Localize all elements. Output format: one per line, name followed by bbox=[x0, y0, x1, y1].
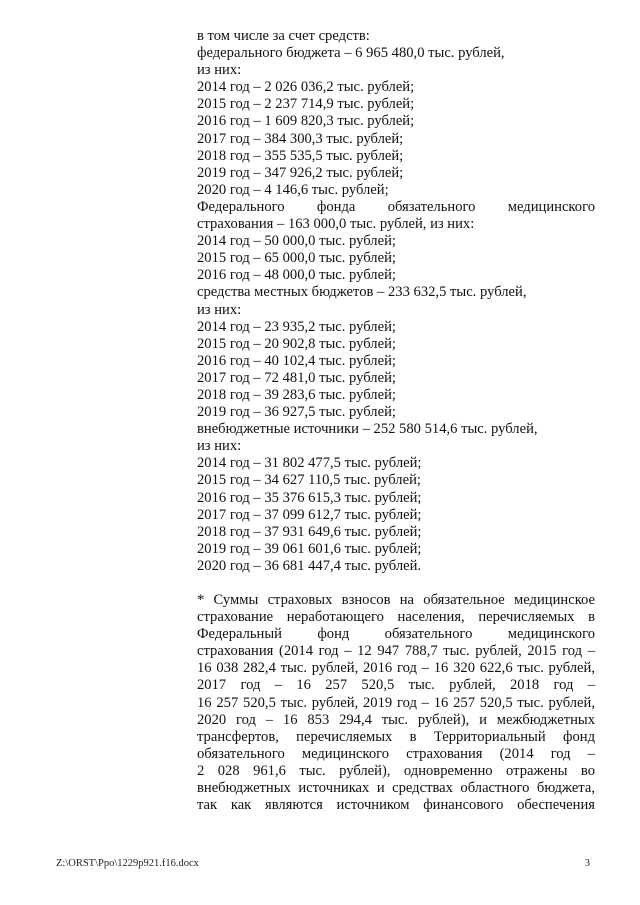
text-line: 2019 год – 39 061 601,6 тыс. рублей; bbox=[197, 540, 422, 557]
page-footer bbox=[56, 858, 590, 872]
footnote-line: внебюджетных источниках и средствах областного бюджета, bbox=[197, 780, 595, 797]
footnote-line: страхования (2014 год – 12 947 788,7 тыс. рублей, 2015 год – bbox=[197, 643, 595, 660]
text-line: 2016 год – 48 000,0 тыс. рублей; bbox=[197, 267, 396, 284]
text-line: 2018 год – 37 931 649,6 тыс. рублей; bbox=[197, 523, 422, 540]
text-line: 2018 год – 355 535,5 тыс. рублей; bbox=[197, 147, 404, 164]
footnote-line: обязательного медицинского страхования (2014 год – bbox=[197, 745, 595, 762]
footnote-line: трансфертов, перечисляемых в Территориальный фонд bbox=[197, 728, 595, 745]
text-line: 2016 год – 35 376 615,3 тыс. рублей; bbox=[197, 489, 422, 506]
text-line: 2019 год – 347 926,2 тыс. рублей; bbox=[197, 164, 404, 181]
text-line: федерального бюджета – 6 965 480,0 тыс. рублей, bbox=[197, 45, 505, 62]
text-line: 2018 год – 39 283,6 тыс. рублей; bbox=[197, 386, 396, 403]
text-line: из них: bbox=[197, 438, 242, 455]
text-line: внебюджетные источники – 252 580 514,6 тыс. рублей, bbox=[197, 421, 538, 438]
text-line: из них: bbox=[197, 301, 242, 318]
text-column bbox=[197, 28, 595, 814]
footnote-line: Федеральный фонд обязательного медицинского bbox=[197, 626, 595, 643]
text-line: 2014 год – 50 000,0 тыс. рублей; bbox=[197, 233, 396, 250]
footnote-line: 2 028 961,6 тыс. рублей), одновременно отражены во bbox=[197, 762, 595, 779]
footnote-line: так как являются источником финансового обеспечения bbox=[197, 797, 595, 814]
text-line: 2017 год – 37 099 612,7 тыс. рублей; bbox=[197, 506, 422, 523]
text-line: 2014 год – 31 802 477,5 тыс. рублей; bbox=[197, 455, 422, 472]
text-line: 2015 год – 2 237 714,9 тыс. рублей; bbox=[197, 96, 415, 113]
footnote-line: 2017 год – 16 257 520,5 тыс. рублей, 2018 год – bbox=[197, 677, 595, 694]
text-line: 2017 год – 384 300,3 тыс. рублей; bbox=[197, 130, 404, 147]
page-number: 3 bbox=[584, 858, 590, 869]
text-line: 2015 год – 20 902,8 тыс. рублей; bbox=[197, 335, 396, 352]
footnote-line: 16 257 520,5 тыс. рублей, 2019 год – 16 257 520,5 тыс. рублей, bbox=[197, 694, 595, 711]
text-line: 2020 год – 4 146,6 тыс. рублей; bbox=[197, 181, 389, 198]
text-line: страхования – 163 000,0 тыс. рублей, из них: bbox=[197, 216, 475, 233]
text-line: Федерального фонда обязательного медицинского bbox=[197, 198, 595, 215]
footnote bbox=[197, 592, 595, 814]
text-line: средства местных бюджетов – 233 632,5 тыс. рублей, bbox=[197, 284, 527, 301]
text-line: 2017 год – 72 481,0 тыс. рублей; bbox=[197, 369, 396, 386]
text-line: 2020 год – 36 681 447,4 тыс. рублей. bbox=[197, 557, 422, 574]
text-line: 2019 год – 36 927,5 тыс. рублей; bbox=[197, 404, 396, 421]
text-line: 2016 год – 40 102,4 тыс. рублей; bbox=[197, 352, 396, 369]
text-line: в том числе за счет средств: bbox=[197, 28, 370, 44]
paragraph-gap bbox=[197, 575, 595, 592]
footnote-line: страхование неработающего населения, перечисляемых в bbox=[197, 609, 595, 626]
text-line: 2014 год – 2 026 036,2 тыс. рублей; bbox=[197, 79, 415, 96]
text-line: 2016 год – 1 609 820,3 тыс. рублей; bbox=[197, 113, 415, 130]
text-line: из них: bbox=[197, 62, 242, 79]
footnote-line: 16 038 282,4 тыс. рублей, 2016 год – 16 320 622,6 тыс. рублей, bbox=[197, 660, 595, 677]
file-path: Z:\ORST\Ppo\1229p921.f16.docx bbox=[56, 858, 199, 869]
text-line: 2015 год – 34 627 110,5 тыс. рублей; bbox=[197, 472, 421, 489]
footnote-line: * Суммы страховых взносов на обязательное медицинское bbox=[197, 592, 595, 608]
footnote-line: 2020 год – 16 853 294,4 тыс. рублей), и межбюджетных bbox=[197, 711, 595, 728]
text-line: 2014 год – 23 935,2 тыс. рублей; bbox=[197, 318, 396, 335]
text-line: 2015 год – 65 000,0 тыс. рублей; bbox=[197, 250, 396, 267]
